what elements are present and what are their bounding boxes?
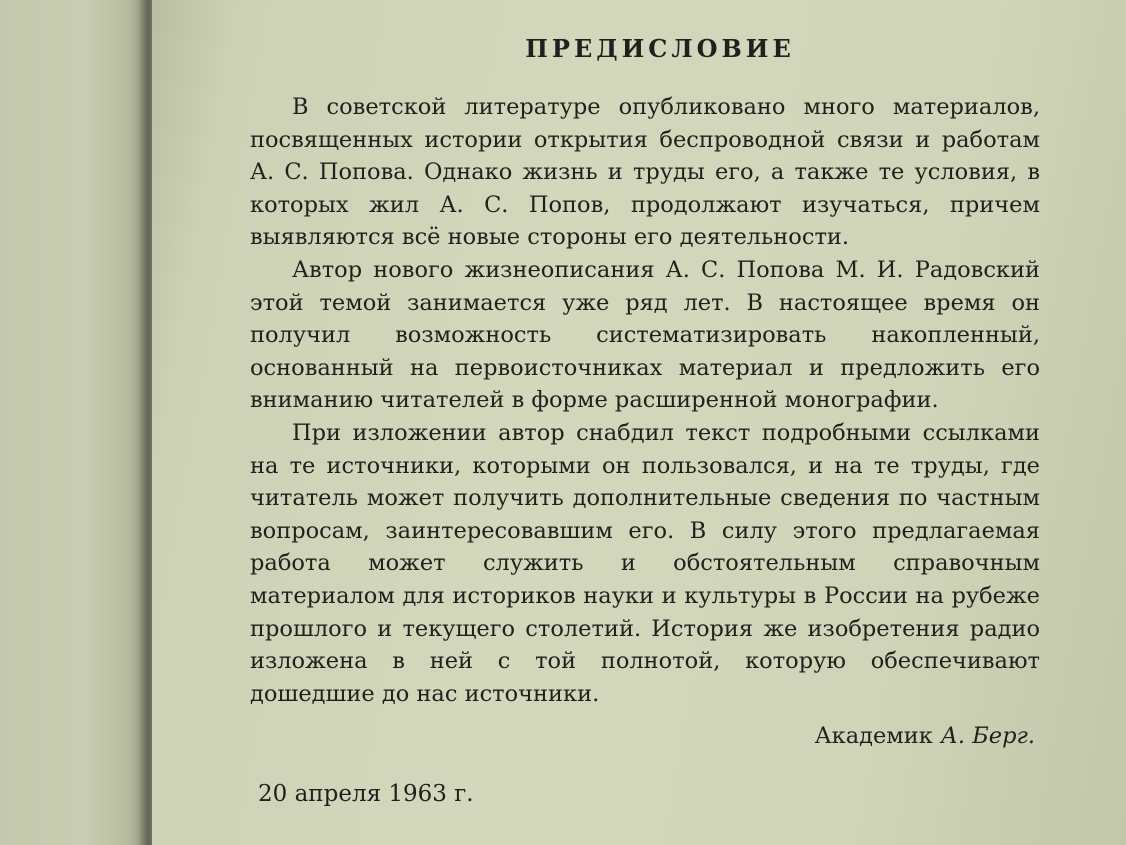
- preface-text: [250, 34, 1040, 810]
- paragraph-3: При изложении автор снабдил текст подробными ссылками на те источники, которыми он пользовался, и на те труды, где читатель может получить дополнительные сведения по частным вопросам, заинтересовавшим его. В силу этого предлагаемая работа может служить и обстоятельным справочным материалом для историков науки и культуры в России на рубеже прошлого и текущего столетий. История же изобретения радио изложена в ней с той полнотой, которую обеспечивают дошедшие до нас источники.: [250, 419, 1040, 707]
- left-page: [0, 0, 150, 845]
- preface-date: 20 апреля 1963 г.: [258, 781, 474, 808]
- page-title: ПРЕДИСЛОВИЕ: [525, 34, 795, 63]
- signature-title: Академик: [814, 723, 933, 750]
- signature: [250, 720, 1040, 752]
- signature-name: А. Берг.: [940, 723, 1035, 750]
- paragraph-1: В советской литературе опубликовано много материалов, посвященных истории открытия беспроводной связи и работам А. С. Попова. Однако жизнь и труды его, а также те условия, в которых жил А. С. Попов, продолжают изучаться, причем выявляются всё новые стороны его деятельности.: [250, 94, 1040, 251]
- paragraph-2: Автор нового жизнеописания А. С. Попова М. И. Радовский этой темой занимается уже ряд лет. В настоящее время он получил возможность систематизировать накопленный, основанный на первоисточниках материал и предложить его вниманию читателей в форме расширенной монографии.: [250, 256, 1040, 414]
